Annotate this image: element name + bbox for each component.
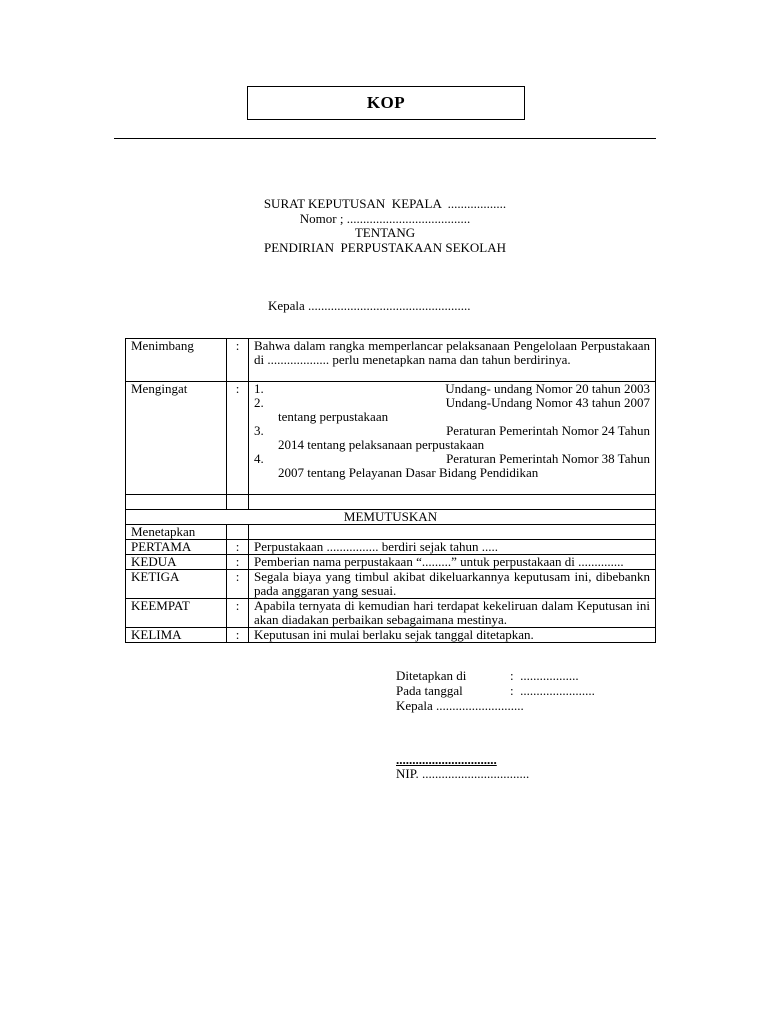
spacer-row (126, 495, 656, 510)
ditetapkan-row (396, 668, 595, 683)
decision-label: KEEMPAT (126, 599, 227, 628)
item-text: Undang-Undang Nomor 43 tahun 2007 (445, 395, 650, 410)
decision-label: KEDUA (126, 555, 227, 570)
item-number: 3. (254, 423, 264, 438)
kop-box (247, 86, 525, 120)
mengingat-item (254, 424, 650, 438)
decision-colon: : (227, 570, 249, 599)
decision-row-kedua (126, 555, 656, 570)
item-continuation: tentang perpustakaan (278, 409, 389, 424)
item-continuation: 2014 tentang pelaksanaan perpustakaan (278, 437, 485, 452)
document-title (114, 197, 656, 255)
decision-colon: : (227, 628, 249, 643)
menimbang-text: Bahwa dalam rangka memperlancar pelaksanaan Pengelolaan Perpustakaan di ................... perlu menetapkan nama dan tahun berdirinya. (249, 339, 656, 382)
memutuskan-heading: MEMUTUSKAN (126, 510, 656, 525)
item-continuation: 2007 tentang Pelayanan Dasar Bidang Pendidikan (278, 465, 539, 480)
empty-cell (249, 525, 656, 540)
decision-label: PERTAMA (126, 540, 227, 555)
item-number: 4. (254, 451, 264, 466)
decision-text: Keputusan ini mulai berlaku sejak tanggal ditetapkan. (249, 628, 656, 643)
decision-colon: : (227, 540, 249, 555)
spacer-cell (126, 495, 227, 510)
decision-row-keempat (126, 599, 656, 628)
mengingat-item (254, 452, 650, 466)
decision-label: KELIMA (126, 628, 227, 643)
title-line-3: TENTANG (354, 225, 416, 240)
decision-colon: : (227, 599, 249, 628)
decision-row-ketiga (126, 570, 656, 599)
signature-block (396, 668, 595, 713)
decision-label: KETIGA (126, 570, 227, 599)
signature-kepala: Kepala ........................... (396, 698, 524, 713)
menetapkan-row (126, 525, 656, 540)
tanggal-label: Pada tanggal (396, 683, 463, 698)
mengingat-colon: : (227, 382, 249, 495)
decision-text: Perpustakaan ................ berdiri sejak tahun ..... (249, 540, 656, 555)
mengingat-label: Mengingat (126, 382, 227, 495)
decision-text: Pemberian nama perpustakaan “.........” untuk perpustakaan di .............. (249, 555, 656, 570)
item-text: Peraturan Pemerintah Nomor 38 Tahun (446, 451, 650, 466)
spacer-cell (249, 495, 656, 510)
memutuskan-row (126, 510, 656, 525)
item-number: 1. (254, 381, 264, 396)
menimbang-label: Menimbang (126, 339, 227, 382)
spacer-cell (227, 495, 249, 510)
mengingat-list (249, 382, 656, 495)
ditetapkan-value: : .................. (510, 668, 579, 683)
title-line-4: PENDIRIAN PERPUSTAKAAN SEKOLAH (264, 239, 506, 255)
tanggal-row (396, 683, 595, 698)
decision-text: Segala biaya yang timbul akibat dikeluarkannya keputusam ini, dibebankn pada anggaran yang sesuai. (249, 570, 656, 599)
mengingat-item (254, 396, 650, 410)
item-number: 2. (254, 395, 264, 410)
decision-row-pertama (126, 540, 656, 555)
kop-label: KOP (366, 93, 406, 112)
title-line-2: Nomor ; ...................................... (299, 210, 471, 226)
mengingat-item (254, 382, 650, 396)
menimbang-colon: : (227, 339, 249, 382)
decree-table (125, 338, 656, 643)
menimbang-row (126, 339, 656, 382)
mengingat-row (126, 382, 656, 495)
empty-cell (227, 525, 249, 540)
ditetapkan-label: Ditetapkan di (396, 668, 467, 683)
header-divider (114, 138, 656, 139)
menetapkan-label: Menetapkan (126, 525, 227, 540)
decision-colon: : (227, 555, 249, 570)
signatory-name: ............................... (396, 752, 497, 767)
tanggal-value: : ....................... (510, 683, 595, 698)
kepala-line: Kepala .................................................. (268, 298, 471, 313)
item-text: Peraturan Pemerintah Nomor 24 Tahun (446, 423, 650, 438)
signatory-nip: NIP. ................................. (396, 766, 530, 781)
item-text: Undang- undang Nomor 20 tahun 2003 (445, 381, 650, 396)
title-line-1: SURAT KEPUTUSAN KEPALA .................. (263, 196, 507, 211)
decision-row-kelima (126, 628, 656, 643)
decision-text: Apabila ternyata di kemudian hari terdapat kekeliruan dalam Keputusan ini akan diadakan perbaikan sebagaimana mestinya. (249, 599, 656, 628)
